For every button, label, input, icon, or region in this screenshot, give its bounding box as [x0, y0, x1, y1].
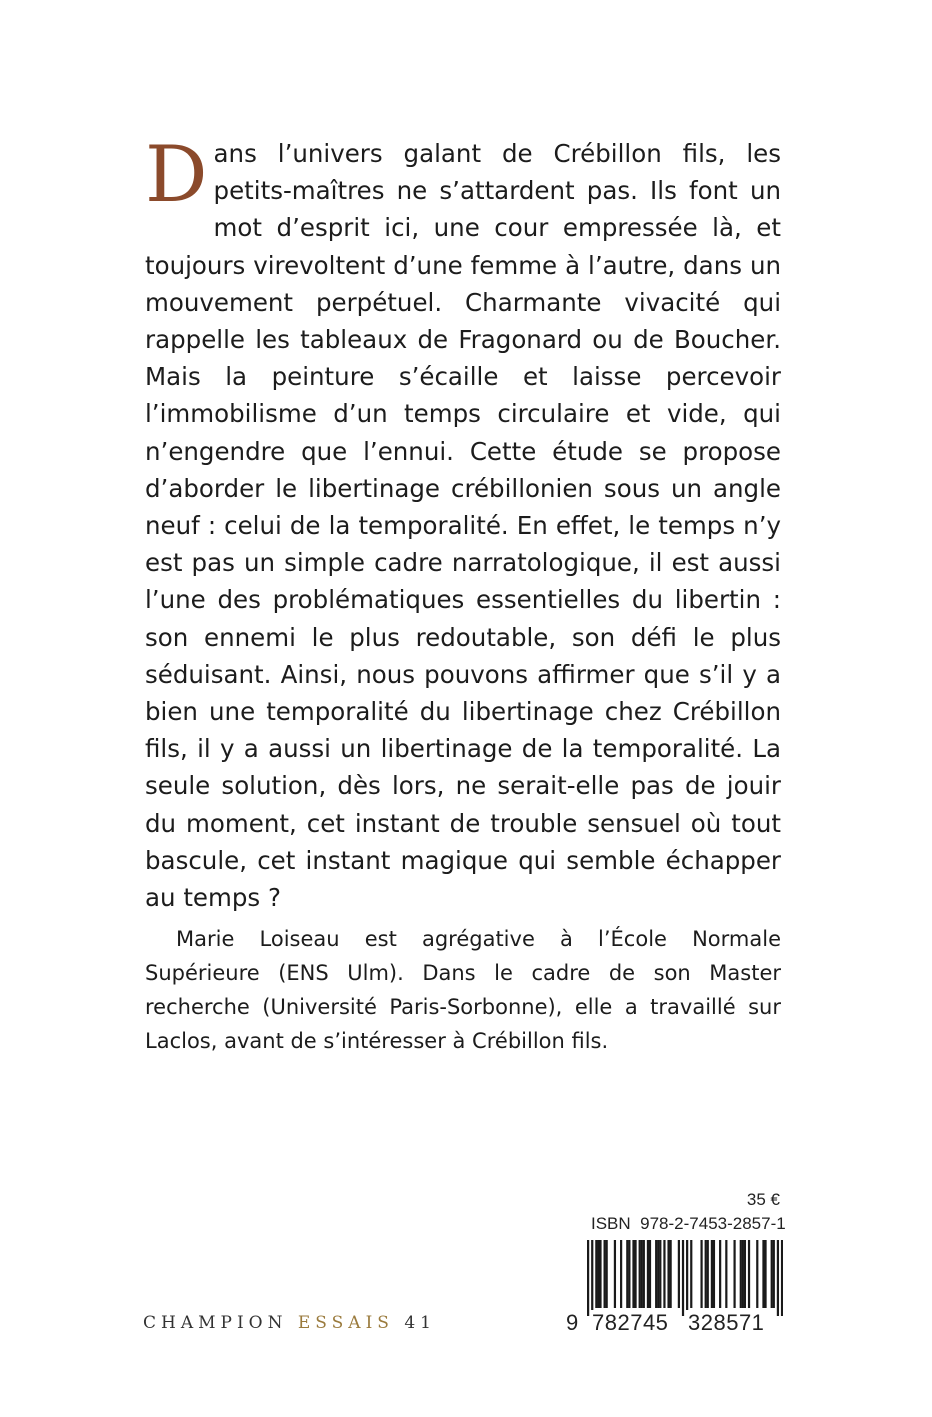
barcode-bar — [771, 1240, 773, 1308]
barcode-bar — [599, 1240, 601, 1308]
barcode-bar — [678, 1240, 680, 1308]
barcode-bar — [641, 1240, 643, 1308]
barcode-bar — [647, 1240, 649, 1308]
barcode-right-group: 328571 — [688, 1310, 765, 1335]
barcode-bar — [705, 1240, 707, 1308]
barcode-bar — [632, 1240, 634, 1308]
isbn-number: 978-2-7453-2857-1 — [640, 1214, 786, 1233]
barcode-bar — [663, 1240, 665, 1308]
barcode-bar — [587, 1240, 589, 1316]
barcode-bar — [682, 1240, 684, 1316]
barcode-bar — [725, 1240, 727, 1308]
barcode-bar — [597, 1240, 599, 1308]
barcode-bar — [659, 1240, 661, 1308]
barcode-bar — [620, 1240, 622, 1308]
barcode-digits — [566, 1310, 784, 1334]
barcode-bar — [639, 1240, 641, 1308]
barcode-bar — [756, 1240, 758, 1308]
blurb-text: ans l’univers galant de Crébillon fils, les petits-maîtres ne s’attardent pas. Ils font un mot d’esprit ici, une cour empressée là, et toujours virevoltent d’une femme à l’autre, dans un mouvement perpétuel. Charmante vivacité qui rappelle les tableaux de Fragonard ou de Boucher. Mais la peinture s’écaille et laisse percevoir l’immobilisme d’un temps circulaire et vide, qui n’engendre que l’ennui. Cette étude se propose d’aborder le libertinage crébillonien sous un angle neuf : celui de la temporalité. En effet, le temps n’y est pas un simple cadre narratologique, il est aussi l’une des problématiques essentielles du libertin : son ennemi le plus redoutable, son défi le plus séduisant. Ainsi, nous pouvons affirmer que s’il y a bien une temporalité du libertinage chez Crébillon fils, il y a aussi un libertinage de la temporalité. La seule solution, dès lors, ne serait-elle pas de jouir du moment, cet instant de trouble sensuel où tout bascule, cet instant magique qui semble échapper au temps ? — [145, 139, 781, 913]
barcode-bar — [690, 1240, 692, 1308]
barcode-bar — [748, 1240, 750, 1308]
barcode-bar — [649, 1240, 651, 1308]
barcode-bar — [667, 1240, 669, 1308]
price-label: 35 € — [746, 1190, 780, 1209]
barcode-bar — [777, 1240, 779, 1316]
barcode-lead-digit: 9 — [566, 1310, 579, 1335]
author-bio: Marie Loiseau est agrégative à l’École Normale Supérieure (ENS Ulm). Dans le cadre de son Master recherche (Université Paris-Sorbonne), elle a travaillé sur Laclos, avant de s’intéresser à Crébillon fils. — [145, 927, 781, 1053]
barcode-bar — [655, 1240, 657, 1308]
barcode-bar — [773, 1240, 775, 1308]
barcode-bar — [711, 1240, 713, 1308]
drop-cap-letter: D — [145, 130, 208, 220]
series-collection: ESSAIS — [297, 1313, 394, 1333]
barcode-bar — [628, 1240, 630, 1308]
barcode-bar — [700, 1240, 702, 1308]
barcode-left-group: 782745 — [592, 1310, 669, 1335]
barcode-bar — [686, 1240, 688, 1316]
series-publisher: CHAMPION — [143, 1313, 288, 1333]
barcode-bar — [764, 1240, 766, 1308]
barcode-bar — [604, 1240, 606, 1308]
series-number: 41 — [404, 1313, 436, 1333]
barcode-bar — [591, 1240, 593, 1316]
barcode-bar — [762, 1240, 764, 1308]
isbn-line — [591, 1214, 786, 1234]
barcode-bar — [713, 1240, 715, 1308]
barcode-bar — [742, 1240, 744, 1308]
barcode-bar — [744, 1240, 746, 1308]
series-line — [143, 1313, 436, 1333]
barcode-bar — [634, 1240, 636, 1308]
back-cover-blurb — [145, 130, 781, 916]
barcode-bar — [781, 1240, 783, 1316]
barcode-bar — [740, 1240, 742, 1308]
barcode-bar — [670, 1240, 672, 1308]
barcode-bar — [626, 1240, 628, 1308]
barcode-bar — [733, 1240, 735, 1308]
barcode-bar — [606, 1240, 608, 1308]
barcode-bar — [614, 1240, 616, 1308]
barcode-bar — [657, 1240, 659, 1308]
barcode-bar — [707, 1240, 709, 1308]
barcode-bar — [595, 1240, 597, 1308]
barcode-bar — [719, 1240, 721, 1308]
isbn-label: ISBN — [591, 1214, 631, 1233]
barcode-bar — [643, 1240, 645, 1308]
isbn-barcode — [587, 1240, 783, 1316]
